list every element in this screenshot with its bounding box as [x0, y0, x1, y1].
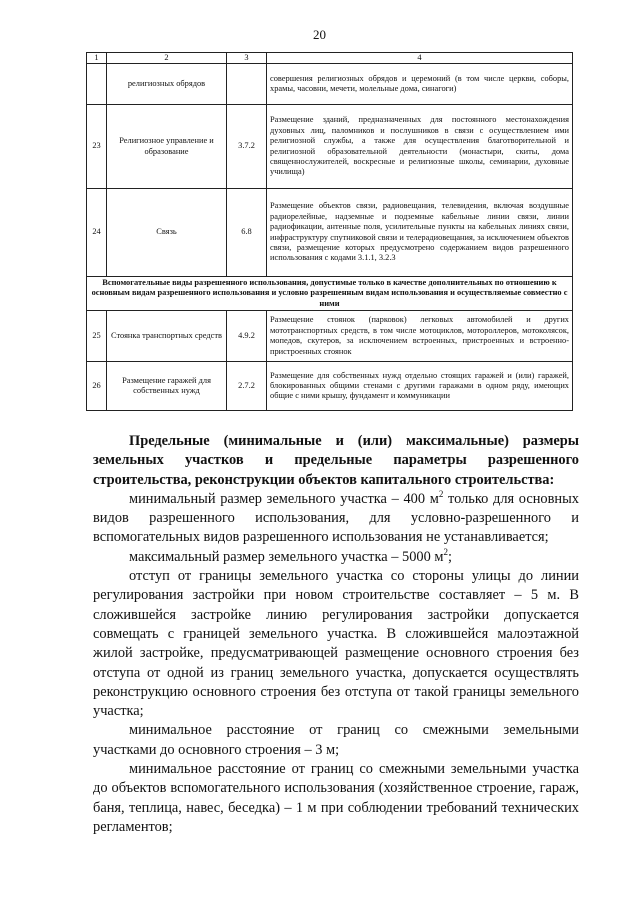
- use-name: религиозных обрядов: [107, 64, 227, 105]
- table-header-row: [87, 53, 573, 64]
- use-name: Стоянка транспортных средств: [107, 311, 227, 362]
- use-description: Размещение для собственных нужд отдельно стоящих гаражей и (или) гаражей, блокированных общими стенами с другими гаражами в одном ряду, имеющих общие с ними крышу, фундамент и коммуникации: [267, 362, 573, 411]
- row-number: 25: [87, 311, 107, 362]
- min-plot-text: минимальный размер земельного участка – 400 м: [129, 490, 439, 507]
- header-cell-3: 3: [227, 53, 267, 64]
- use-code: 2.7.2: [227, 362, 267, 411]
- use-code: 4.9.2: [227, 311, 267, 362]
- use-description: Размещение зданий, предназначенных для постоянного местонахождения духовных лиц, паломников и послушников в связи с осуществлением ими религиозной службы, а также для осуществления благотворительной и религиозной образовательной деятельности (монастыри, скиты, дома священнослужителей, воскресные и религиозные школы, семинарии, духовные училища): [267, 105, 573, 189]
- table-row: [87, 362, 573, 411]
- use-code: [227, 64, 267, 105]
- section-heading: Предельные (минимальные и (или) максимальные) размеры земельных участков и предельные параметры разрешенного строительства, реконструкции объектов капитального строительства:: [93, 433, 579, 488]
- header-cell-4: 4: [267, 53, 573, 64]
- table-row: [87, 311, 573, 362]
- use-name: Религиозное управление и образование: [107, 105, 227, 189]
- row-number: [87, 64, 107, 105]
- paragraph-street-setback: отступ от границы земельного участка со стороны улицы до линии регулирования застройки при новом строительстве составляет – 5 м. В сложившейся застройке линию регулирования застройки допускается совмещать с границей земельного участка. В сложившейся малоэтажной жилой застройке, предусматривающей размещение основного строения без отступа от одной из границ земельного участка, допускается осуществлять реконструкцию основного строения без отступа от такой границы земельного участка;: [93, 568, 579, 720]
- paragraph-auxiliary-distance: минимальное расстояние от границ со смежными земельными участка до объектов вспомогательного использования (хозяйственное строение, гараж, баня, теплица, навес, беседка) – 1 м при соблюдении требований технических регламентов;: [93, 761, 579, 835]
- min-plot-unit-sup: 2: [438, 489, 444, 500]
- use-description: Размещение стоянок (парковок) легковых автомобилей и других мототранспортных средств, в том числе мотоциклов, мотороллеров, мотоколясок, мопедов, скутеров, за исключением встроенных, пристроенных и встроенно-пристроенных стоянок: [267, 311, 573, 362]
- paragraph-main-building-distance: минимальное расстояние от границ со смежными земельными участками до основного строения – 3 м;: [93, 722, 579, 758]
- header-cell-2: 2: [107, 53, 227, 64]
- section-title: Вспомогательные виды разрешенного использования, допустимые только в качестве дополнительных по отношению к основным видам разрешенного использования и условно разрешенным видам использования и осуществляемые совместно с ними: [87, 277, 573, 311]
- row-number: 26: [87, 362, 107, 411]
- max-plot-text: максимальный размер земельного участка – 5000 м: [129, 548, 444, 565]
- use-code: 6.8: [227, 189, 267, 277]
- use-description: Размещение объектов связи, радиовещания, телевидения, включая воздушные радиорелейные, надземные и подземные кабельные линии связи, линии радиофикации, антенные поля, усилительные пункты на кабельных линиях связи, инфраструктуру спутниковой связи и телерадиовещания, за исключением объектов связи, размещение которых предусмотрено содержанием видов разрешенного использования с кодами 3.1.1, 3.2.3: [267, 189, 573, 277]
- max-plot-unit-sup: 2: [443, 546, 448, 557]
- table-row: [87, 64, 573, 105]
- table-row: [87, 105, 573, 189]
- page-number: 20: [313, 27, 326, 42]
- regulations-text: [93, 432, 579, 837]
- table-row: [87, 189, 573, 277]
- row-number: 24: [87, 189, 107, 277]
- use-description: совершения религиозных обрядов и церемоний (в том числе церкви, соборы, храмы, часовни, мечети, молельные дома, синагоги): [267, 64, 573, 105]
- min-plot-text-rest: только для основных видов разрешенного использования, для условно-разрешенного и вспомогательных видов разрешенного использования не устанавливается;: [93, 490, 579, 546]
- header-cell-1: 1: [87, 53, 107, 64]
- use-code: 3.7.2: [227, 105, 267, 189]
- max-plot-text-rest: ;: [447, 548, 452, 565]
- paragraph-max-plot-size: [93, 548, 579, 567]
- row-number: 23: [87, 105, 107, 189]
- zoning-table: [86, 52, 573, 411]
- table-section-row: [87, 277, 573, 311]
- use-name: Размещение гаражей для собственных нужд: [107, 362, 227, 411]
- paragraph-min-plot-size: [93, 490, 579, 548]
- use-name: Связь: [107, 189, 227, 277]
